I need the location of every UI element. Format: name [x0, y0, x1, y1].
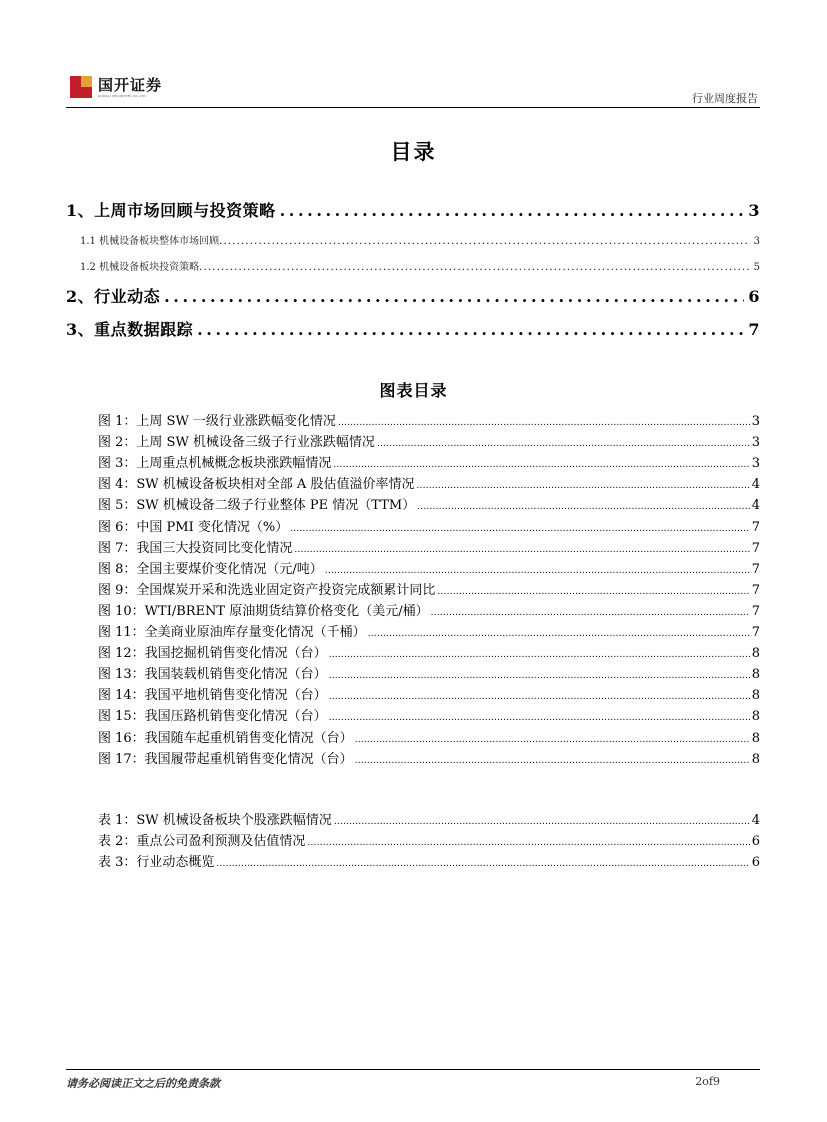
entry-page: 7 [751, 582, 760, 598]
figure-entry[interactable] [98, 452, 760, 471]
company-logo [70, 76, 162, 98]
entry-label: 图 13：我国装载机销售变化情况（台） [98, 667, 327, 683]
leader-dots [290, 524, 750, 534]
figure-entry[interactable] [98, 579, 760, 598]
entry-label: 图 17：我国履带起重机销售变化情况（台） [98, 751, 353, 767]
entry-label: 图 5：SW 机械设备二级子行业整体 PE 情况（TTM） [98, 498, 416, 514]
figure-entry[interactable] [98, 705, 760, 724]
toc-entry-page: 7 [748, 320, 760, 339]
toc-entry-label: 1、上周市场回顾与投资策略 [66, 201, 276, 220]
entry-label: 图 6：中国 PMI 变化情况（%） [98, 519, 289, 535]
toc-entry-page: 6 [748, 287, 760, 306]
leader-dots [329, 713, 750, 723]
leader-dots [416, 481, 749, 491]
figure-entry[interactable] [98, 537, 760, 556]
entry-label: 图 4：SW 机械设备板块相对全部 A 股估值溢价率情况 [98, 477, 415, 493]
figure-entry[interactable] [98, 516, 760, 535]
entry-page: 3 [751, 456, 760, 472]
entry-label: 图 14：我国平地机销售变化情况（台） [98, 688, 327, 704]
entry-label: 图 2：上周 SW 机械设备三级子行业涨跌幅情况 [98, 435, 375, 451]
toc-entry[interactable] [66, 198, 760, 221]
entry-page: 7 [751, 561, 760, 577]
entry-page: 3 [751, 435, 760, 451]
figure-entry[interactable] [98, 600, 760, 619]
disclaimer-note: 请务必阅读正文之后的免责条款 [66, 1077, 220, 1090]
figure-entry[interactable] [98, 748, 760, 767]
leader-dots [338, 418, 750, 428]
leader-dots [199, 262, 750, 273]
toc-entry-label: 1.2 机械设备板块投资策略 [80, 262, 200, 273]
entry-label: 图 16：我国随车起重机销售变化情况（台） [98, 730, 353, 746]
logo-icon [70, 76, 92, 98]
entry-label: 图 9：全国煤炭开采和洗选业固定资产投资完成额累计同比 [98, 582, 436, 598]
entry-label: 图 8：全国主要煤价变化情况（元/吨） [98, 561, 323, 577]
figure-entry[interactable] [98, 558, 760, 577]
entry-page: 4 [751, 498, 760, 514]
leader-dots [197, 320, 744, 339]
leader-dots [334, 817, 750, 827]
toc-entry-label: 2、行业动态 [66, 287, 161, 306]
entry-label: 表 2：重点公司盈利预测及估值情况 [98, 834, 306, 850]
entry-page: 7 [751, 625, 760, 640]
toc-subentry[interactable] [66, 232, 760, 247]
entry-page: 4 [751, 477, 760, 493]
leader-dots [164, 287, 744, 306]
leader-dots [355, 735, 750, 745]
entry-label: 图 7：我国三大投资同比变化情况 [98, 540, 293, 556]
leader-dots [417, 502, 750, 512]
toc-entry-label: 1.1 机械设备板块整体市场回顾 [80, 236, 220, 247]
toc-subentry[interactable] [66, 258, 760, 273]
footer-divider [66, 1069, 760, 1070]
figure-list-title: 图表目录 [379, 381, 448, 400]
leader-dots [355, 756, 750, 766]
leader-dots [368, 629, 750, 639]
entry-page: 4 [751, 813, 760, 828]
entry-label: 图 11：全美商业原油库存量变化情况（千桶） [98, 625, 366, 640]
leader-dots [325, 566, 750, 576]
report-type: 行业周度报告 [692, 92, 758, 105]
leader-dots [219, 236, 750, 247]
page-indicator: 2of9 [695, 1075, 720, 1088]
entry-label: 图 15：我国压路机销售变化情况（台） [98, 709, 327, 725]
brand-name: 国开证券 [98, 76, 163, 94]
toc-entry-page: 5 [753, 262, 760, 273]
table-entry[interactable] [98, 830, 760, 849]
leader-dots [329, 650, 750, 660]
table-entry[interactable] [98, 851, 760, 870]
entry-page: 6 [751, 855, 760, 871]
toc-entry-label: 3、重点数据跟踪 [66, 320, 194, 339]
entry-label: 图 12：我国挖掘机销售变化情况（台） [98, 646, 327, 662]
entry-page: 8 [751, 646, 760, 662]
leader-dots [280, 201, 745, 220]
entry-label: 图 3：上周重点机械概念板块涨跌幅情况 [98, 456, 332, 472]
entry-page: 8 [751, 751, 760, 767]
entry-page: 8 [751, 667, 760, 683]
entry-page: 8 [751, 730, 760, 746]
entry-page: 6 [751, 834, 760, 850]
toc-title: 目录 [390, 139, 437, 164]
toc-entry-page: 3 [748, 201, 760, 220]
entry-label: 图 1：上周 SW 一级行业涨跌幅变化情况 [98, 414, 336, 429]
entry-label: 表 3：行业动态概览 [98, 855, 215, 871]
figure-entry[interactable] [98, 431, 760, 450]
brand-subtitle: GUOKAI SECURITIES CO.,LTD [98, 94, 146, 98]
figure-entry[interactable] [98, 727, 760, 746]
toc-entry-page: 3 [753, 236, 760, 247]
header-divider [66, 107, 760, 108]
leader-dots [431, 608, 750, 618]
entry-label: 图 10：WTI/BRENT 原油期货结算价格变化（美元/桶） [98, 603, 429, 619]
entry-label: 表 1：SW 机械设备板块个股涨跌幅情况 [98, 813, 332, 828]
leader-dots [333, 460, 749, 470]
leader-dots [216, 859, 749, 869]
leader-dots [329, 671, 750, 681]
leader-dots [307, 838, 749, 848]
entry-page: 7 [751, 519, 760, 535]
entry-page: 8 [751, 709, 760, 725]
leader-dots [329, 692, 750, 702]
figure-entry[interactable] [98, 663, 760, 682]
toc-entry[interactable] [66, 284, 760, 307]
leader-dots [377, 439, 750, 449]
leader-dots [294, 545, 749, 555]
entry-page: 3 [751, 414, 760, 429]
table-entry[interactable] [98, 809, 760, 828]
toc-entry[interactable] [66, 317, 760, 340]
figure-entry[interactable] [98, 473, 760, 492]
figure-entry[interactable] [98, 642, 760, 661]
figure-entry[interactable] [98, 494, 760, 513]
figure-entry[interactable] [98, 684, 760, 703]
entry-page: 7 [751, 603, 760, 619]
figure-entry[interactable] [98, 410, 760, 429]
page-header [66, 70, 760, 112]
entry-page: 7 [751, 540, 760, 556]
figure-entry[interactable] [98, 621, 760, 640]
leader-dots [437, 587, 749, 597]
entry-page: 8 [751, 688, 760, 704]
